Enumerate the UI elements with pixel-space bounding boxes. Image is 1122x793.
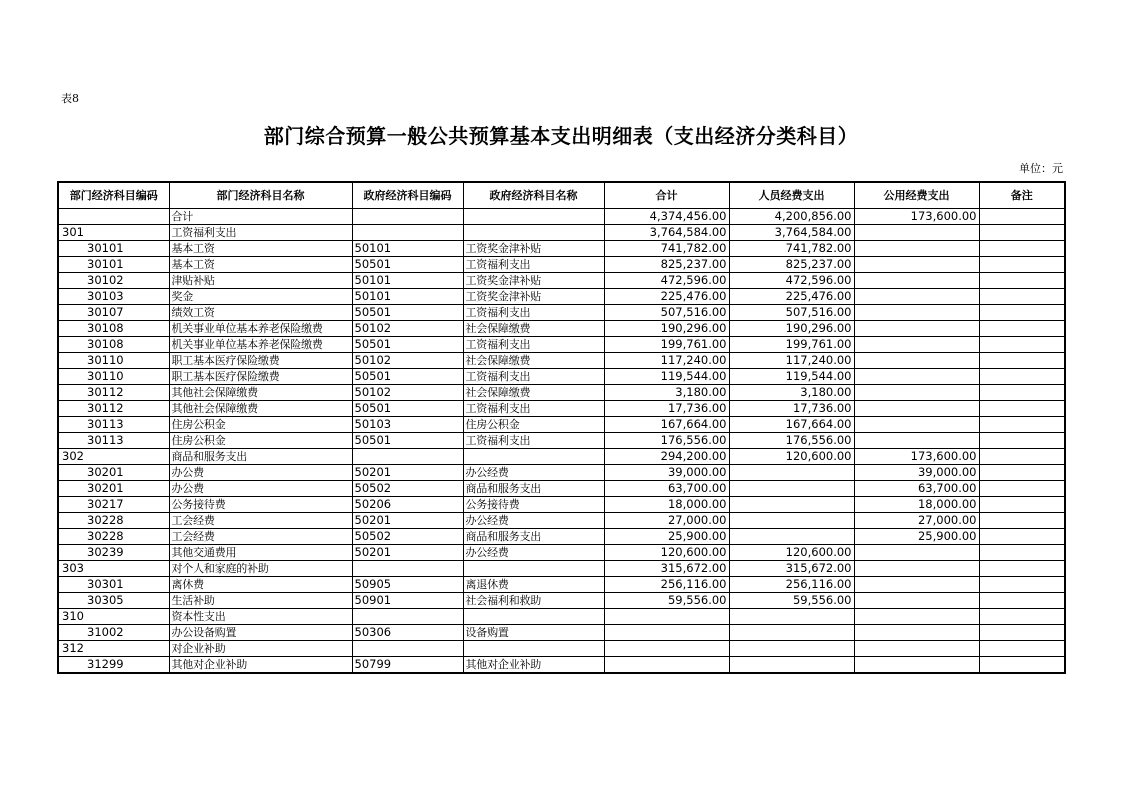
- cell-note: [979, 337, 1065, 353]
- cell-public: [854, 641, 979, 657]
- cell-total: [604, 641, 729, 657]
- cell-dept-name: 住房公积金: [169, 433, 352, 449]
- cell-gov-name: 办公经费: [463, 513, 604, 529]
- cell-public: 25,900.00: [854, 529, 979, 545]
- table-row: [58, 353, 1065, 369]
- table-row: [58, 497, 1065, 513]
- cell-gov-name: 工资奖金津补贴: [463, 289, 604, 305]
- cell-note: [979, 273, 1065, 289]
- cell-public: [854, 257, 979, 273]
- cell-personnel: [729, 625, 854, 641]
- cell-gov-code: 50101: [352, 289, 463, 305]
- cell-total: 63,700.00: [604, 481, 729, 497]
- cell-gov-name: [463, 225, 604, 241]
- cell-gov-name: 工资福利支出: [463, 401, 604, 417]
- table-body: [58, 209, 1065, 674]
- cell-dept-name: 公务接待费: [169, 497, 352, 513]
- table-row: [58, 481, 1065, 497]
- cell-dept-name: 资本性支出: [169, 609, 352, 625]
- table-row: [58, 385, 1065, 401]
- cell-gov-code: 50102: [352, 321, 463, 337]
- cell-gov-name: 工资福利支出: [463, 305, 604, 321]
- cell-gov-name: 社会保障缴费: [463, 321, 604, 337]
- cell-dept-name: 办公设备购置: [169, 625, 352, 641]
- cell-note: [979, 609, 1065, 625]
- cell-note: [979, 289, 1065, 305]
- table-row: [58, 289, 1065, 305]
- table-row: [58, 577, 1065, 593]
- cell-gov-name: 工资福利支出: [463, 369, 604, 385]
- cell-gov-code: [352, 641, 463, 657]
- table-row: [58, 625, 1065, 641]
- cell-total: 167,664.00: [604, 417, 729, 433]
- cell-note: [979, 209, 1065, 225]
- cell-personnel: 176,556.00: [729, 433, 854, 449]
- cell-personnel: [729, 481, 854, 497]
- cell-dept-name: 对企业补助: [169, 641, 352, 657]
- cell-dept-name: 工资福利支出: [169, 225, 352, 241]
- cell-personnel: [729, 497, 854, 513]
- cell-dept-code: 30102: [58, 273, 169, 289]
- cell-note: [979, 305, 1065, 321]
- cell-gov-code: 50501: [352, 257, 463, 273]
- cell-public: [854, 369, 979, 385]
- cell-dept-code: 30112: [58, 401, 169, 417]
- cell-personnel: [729, 513, 854, 529]
- table-row: [58, 305, 1065, 321]
- cell-public: [854, 417, 979, 433]
- cell-dept-name: 对个人和家庭的补助: [169, 561, 352, 577]
- cell-dept-name: 其他交通费用: [169, 545, 352, 561]
- table-row: [58, 641, 1065, 657]
- cell-public: 27,000.00: [854, 513, 979, 529]
- cell-total: 176,556.00: [604, 433, 729, 449]
- table-row: [58, 209, 1065, 225]
- cell-public: 39,000.00: [854, 465, 979, 481]
- cell-dept-code: 30301: [58, 577, 169, 593]
- cell-note: [979, 577, 1065, 593]
- header-note: 备注: [979, 182, 1065, 209]
- cell-gov-code: 50501: [352, 433, 463, 449]
- cell-total: 17,736.00: [604, 401, 729, 417]
- cell-personnel: [729, 465, 854, 481]
- cell-gov-code: 50102: [352, 353, 463, 369]
- cell-total: 27,000.00: [604, 513, 729, 529]
- cell-gov-name: 设备购置: [463, 625, 604, 641]
- cell-public: [854, 225, 979, 241]
- cell-gov-name: 工资奖金津补贴: [463, 273, 604, 289]
- cell-gov-code: 50901: [352, 593, 463, 609]
- cell-public: [854, 353, 979, 369]
- cell-personnel: 167,664.00: [729, 417, 854, 433]
- cell-dept-name: 基本工资: [169, 241, 352, 257]
- table-row: [58, 657, 1065, 674]
- table-row: [58, 337, 1065, 353]
- unit-label: 单位：元: [1019, 162, 1063, 175]
- cell-dept-code: [58, 209, 169, 225]
- table-row: [58, 401, 1065, 417]
- cell-personnel: [729, 657, 854, 674]
- cell-dept-code: 301: [58, 225, 169, 241]
- cell-note: [979, 433, 1065, 449]
- cell-dept-code: 302: [58, 449, 169, 465]
- cell-dept-name: 机关事业单位基本养老保险缴费: [169, 321, 352, 337]
- cell-public: [854, 385, 979, 401]
- cell-dept-name: 商品和服务支出: [169, 449, 352, 465]
- cell-gov-code: 50501: [352, 305, 463, 321]
- cell-gov-code: 50799: [352, 657, 463, 674]
- cell-note: [979, 449, 1065, 465]
- cell-gov-code: 50502: [352, 529, 463, 545]
- cell-gov-code: 50201: [352, 513, 463, 529]
- cell-gov-name: 住房公积金: [463, 417, 604, 433]
- cell-dept-code: 312: [58, 641, 169, 657]
- table-row: [58, 561, 1065, 577]
- cell-personnel: 472,596.00: [729, 273, 854, 289]
- cell-public: [854, 657, 979, 674]
- cell-note: [979, 369, 1065, 385]
- cell-personnel: 119,544.00: [729, 369, 854, 385]
- cell-dept-name: 奖金: [169, 289, 352, 305]
- cell-gov-name: 工资奖金津补贴: [463, 241, 604, 257]
- cell-dept-name: 办公费: [169, 465, 352, 481]
- cell-gov-code: [352, 561, 463, 577]
- cell-dept-name: 职工基本医疗保险缴费: [169, 369, 352, 385]
- cell-personnel: 825,237.00: [729, 257, 854, 273]
- cell-public: [854, 577, 979, 593]
- cell-public: [854, 305, 979, 321]
- cell-gov-code: 50501: [352, 369, 463, 385]
- cell-dept-code: 30101: [58, 241, 169, 257]
- cell-note: [979, 417, 1065, 433]
- cell-dept-name: 其他对企业补助: [169, 657, 352, 674]
- cell-note: [979, 545, 1065, 561]
- cell-dept-code: 30239: [58, 545, 169, 561]
- cell-gov-name: 社会保障缴费: [463, 385, 604, 401]
- cell-personnel: [729, 641, 854, 657]
- cell-total: 507,516.00: [604, 305, 729, 321]
- cell-personnel: 256,116.00: [729, 577, 854, 593]
- cell-gov-name: 社会福利和救助: [463, 593, 604, 609]
- cell-total: [604, 657, 729, 674]
- cell-public: [854, 609, 979, 625]
- cell-dept-code: 30217: [58, 497, 169, 513]
- cell-gov-code: 50502: [352, 481, 463, 497]
- cell-public: [854, 289, 979, 305]
- cell-note: [979, 513, 1065, 529]
- cell-total: 120,600.00: [604, 545, 729, 561]
- cell-total: 315,672.00: [604, 561, 729, 577]
- cell-gov-code: 50201: [352, 545, 463, 561]
- cell-gov-name: 办公经费: [463, 545, 604, 561]
- cell-public: [854, 545, 979, 561]
- cell-note: [979, 561, 1065, 577]
- cell-dept-name: 津贴补贴: [169, 273, 352, 289]
- cell-dept-code: 30112: [58, 385, 169, 401]
- table-row: [58, 593, 1065, 609]
- cell-dept-name: 职工基本医疗保险缴费: [169, 353, 352, 369]
- cell-gov-code: [352, 209, 463, 225]
- cell-note: [979, 657, 1065, 674]
- cell-note: [979, 481, 1065, 497]
- cell-personnel: 315,672.00: [729, 561, 854, 577]
- cell-gov-code: 50306: [352, 625, 463, 641]
- cell-note: [979, 385, 1065, 401]
- cell-note: [979, 321, 1065, 337]
- cell-total: 25,900.00: [604, 529, 729, 545]
- header-dept-code: 部门经济科目编码: [58, 182, 169, 209]
- cell-gov-code: [352, 449, 463, 465]
- cell-dept-code: 30103: [58, 289, 169, 305]
- expenditure-table: [57, 181, 1066, 674]
- table-row: [58, 273, 1065, 289]
- cell-personnel: 3,180.00: [729, 385, 854, 401]
- cell-total: 117,240.00: [604, 353, 729, 369]
- cell-gov-code: 50206: [352, 497, 463, 513]
- cell-dept-code: 30228: [58, 529, 169, 545]
- cell-gov-name: 公务接待费: [463, 497, 604, 513]
- cell-total: 294,200.00: [604, 449, 729, 465]
- cell-personnel: [729, 529, 854, 545]
- cell-gov-code: 50101: [352, 241, 463, 257]
- cell-note: [979, 465, 1065, 481]
- cell-note: [979, 401, 1065, 417]
- cell-dept-code: 30113: [58, 433, 169, 449]
- cell-total: 119,544.00: [604, 369, 729, 385]
- cell-total: 225,476.00: [604, 289, 729, 305]
- cell-dept-code: 30113: [58, 417, 169, 433]
- cell-personnel: 225,476.00: [729, 289, 854, 305]
- cell-dept-name: 其他社会保障缴费: [169, 401, 352, 417]
- cell-total: 256,116.00: [604, 577, 729, 593]
- table-row: [58, 545, 1065, 561]
- cell-dept-code: 30305: [58, 593, 169, 609]
- cell-gov-code: 50102: [352, 385, 463, 401]
- cell-total: 190,296.00: [604, 321, 729, 337]
- cell-dept-name: 绩效工资: [169, 305, 352, 321]
- cell-gov-name: 工资福利支出: [463, 257, 604, 273]
- cell-note: [979, 257, 1065, 273]
- cell-gov-code: 50103: [352, 417, 463, 433]
- cell-public: 18,000.00: [854, 497, 979, 513]
- cell-gov-code: [352, 609, 463, 625]
- cell-total: 3,764,584.00: [604, 225, 729, 241]
- cell-dept-name: 合计: [169, 209, 352, 225]
- cell-gov-name: [463, 561, 604, 577]
- table-row: [58, 529, 1065, 545]
- cell-gov-name: 离退休费: [463, 577, 604, 593]
- cell-total: 59,556.00: [604, 593, 729, 609]
- cell-personnel: 741,782.00: [729, 241, 854, 257]
- cell-note: [979, 353, 1065, 369]
- cell-dept-name: 工会经费: [169, 529, 352, 545]
- cell-gov-name: [463, 449, 604, 465]
- cell-public: [854, 321, 979, 337]
- cell-dept-name: 工会经费: [169, 513, 352, 529]
- cell-personnel: [729, 609, 854, 625]
- cell-dept-code: 31299: [58, 657, 169, 674]
- cell-public: 173,600.00: [854, 449, 979, 465]
- cell-total: [604, 609, 729, 625]
- cell-personnel: 120,600.00: [729, 545, 854, 561]
- cell-gov-name: [463, 209, 604, 225]
- header-dept-name: 部门经济科目名称: [169, 182, 352, 209]
- page-title: 部门综合预算一般公共预算基本支出明细表（支出经济分类科目）: [263, 124, 859, 148]
- cell-total: 3,180.00: [604, 385, 729, 401]
- table-row: [58, 225, 1065, 241]
- cell-public: 173,600.00: [854, 209, 979, 225]
- cell-dept-name: 办公费: [169, 481, 352, 497]
- cell-note: [979, 625, 1065, 641]
- cell-total: 39,000.00: [604, 465, 729, 481]
- cell-dept-name: 基本工资: [169, 257, 352, 273]
- cell-personnel: 507,516.00: [729, 305, 854, 321]
- cell-personnel: 3,764,584.00: [729, 225, 854, 241]
- cell-personnel: 120,600.00: [729, 449, 854, 465]
- cell-personnel: 190,296.00: [729, 321, 854, 337]
- cell-gov-name: 商品和服务支出: [463, 529, 604, 545]
- cell-gov-code: 50501: [352, 401, 463, 417]
- cell-personnel: 17,736.00: [729, 401, 854, 417]
- cell-gov-code: [352, 225, 463, 241]
- cell-total: 199,761.00: [604, 337, 729, 353]
- cell-note: [979, 225, 1065, 241]
- cell-dept-code: 30201: [58, 465, 169, 481]
- cell-personnel: 117,240.00: [729, 353, 854, 369]
- cell-dept-name: 离休费: [169, 577, 352, 593]
- cell-dept-name: 生活补助: [169, 593, 352, 609]
- cell-public: [854, 337, 979, 353]
- cell-public: [854, 593, 979, 609]
- cell-gov-name: 工资福利支出: [463, 433, 604, 449]
- cell-gov-name: [463, 641, 604, 657]
- cell-gov-name: 其他对企业补助: [463, 657, 604, 674]
- cell-dept-code: 30107: [58, 305, 169, 321]
- header-gov-code: 政府经济科目编码: [352, 182, 463, 209]
- table-row: [58, 241, 1065, 257]
- cell-gov-name: 工资福利支出: [463, 337, 604, 353]
- table-row: [58, 449, 1065, 465]
- cell-gov-code: 50201: [352, 465, 463, 481]
- table-header-row: [58, 182, 1065, 209]
- header-total: 合计: [604, 182, 729, 209]
- cell-gov-code: 50905: [352, 577, 463, 593]
- table-row: [58, 321, 1065, 337]
- table-row: [58, 465, 1065, 481]
- cell-total: [604, 625, 729, 641]
- cell-dept-code: 31002: [58, 625, 169, 641]
- cell-public: [854, 433, 979, 449]
- cell-total: 472,596.00: [604, 273, 729, 289]
- cell-personnel: 199,761.00: [729, 337, 854, 353]
- cell-gov-name: 办公经费: [463, 465, 604, 481]
- cell-personnel: 59,556.00: [729, 593, 854, 609]
- table-row: [58, 513, 1065, 529]
- cell-note: [979, 529, 1065, 545]
- cell-total: 825,237.00: [604, 257, 729, 273]
- cell-note: [979, 641, 1065, 657]
- header-gov-name: 政府经济科目名称: [463, 182, 604, 209]
- table-row: [58, 417, 1065, 433]
- cell-public: [854, 401, 979, 417]
- table-number: 表8: [61, 92, 79, 105]
- cell-note: [979, 241, 1065, 257]
- cell-dept-code: 310: [58, 609, 169, 625]
- cell-gov-name: 社会保障缴费: [463, 353, 604, 369]
- cell-public: [854, 273, 979, 289]
- cell-total: 18,000.00: [604, 497, 729, 513]
- cell-personnel: 4,200,856.00: [729, 209, 854, 225]
- cell-dept-code: 30110: [58, 369, 169, 385]
- cell-public: [854, 241, 979, 257]
- cell-dept-name: 其他社会保障缴费: [169, 385, 352, 401]
- cell-dept-code: 30108: [58, 337, 169, 353]
- header-public: 公用经费支出: [854, 182, 979, 209]
- cell-dept-name: 机关事业单位基本养老保险缴费: [169, 337, 352, 353]
- cell-note: [979, 497, 1065, 513]
- cell-dept-name: 住房公积金: [169, 417, 352, 433]
- table-row: [58, 433, 1065, 449]
- cell-gov-name: 商品和服务支出: [463, 481, 604, 497]
- cell-gov-code: 50101: [352, 273, 463, 289]
- cell-dept-code: 30110: [58, 353, 169, 369]
- cell-total: 741,782.00: [604, 241, 729, 257]
- cell-dept-code: 30101: [58, 257, 169, 273]
- cell-total: 4,374,456.00: [604, 209, 729, 225]
- cell-public: 63,700.00: [854, 481, 979, 497]
- table-row: [58, 257, 1065, 273]
- cell-gov-code: 50501: [352, 337, 463, 353]
- cell-dept-code: 30201: [58, 481, 169, 497]
- table-row: [58, 369, 1065, 385]
- cell-note: [979, 593, 1065, 609]
- cell-dept-code: 303: [58, 561, 169, 577]
- header-personnel: 人员经费支出: [729, 182, 854, 209]
- table-row: [58, 609, 1065, 625]
- cell-public: [854, 561, 979, 577]
- cell-gov-name: [463, 609, 604, 625]
- cell-dept-code: 30228: [58, 513, 169, 529]
- cell-dept-code: 30108: [58, 321, 169, 337]
- cell-public: [854, 625, 979, 641]
